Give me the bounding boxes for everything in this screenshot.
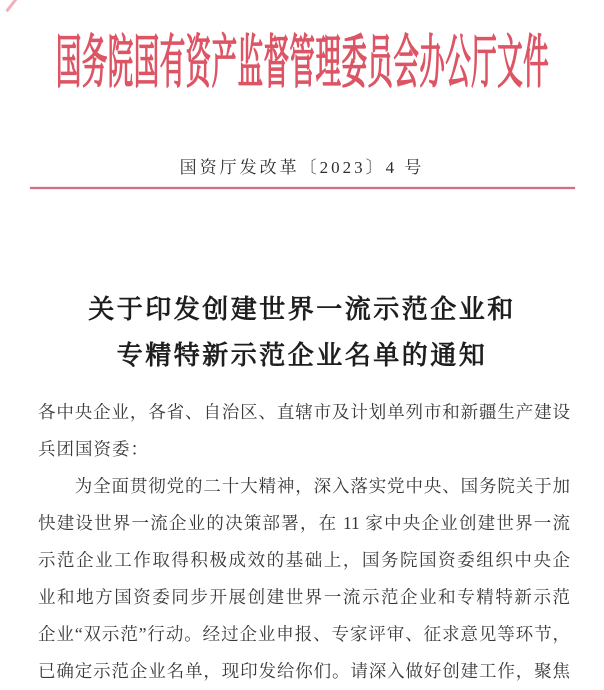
issuing-authority-title: 国务院国有资产监督管理委员会办公厅文件: [55, 30, 549, 95]
body-line: 示范企业工作取得积极成效的基础上，国务院国资委组织中央企: [38, 550, 570, 570]
body-line: 兵团国资委：: [38, 439, 149, 459]
scan-artifact-mark: [5, 0, 17, 12]
document-letterhead: [0, 27, 604, 95]
body-line: 已确定示范企业名单，现印发给你们。请深入做好创建工作，聚焦: [38, 661, 570, 681]
document-reference-number: 国资厅发改革〔2023〕4 号: [179, 158, 425, 177]
letterhead-divider-rule: [30, 187, 575, 189]
body-line: 快建设世界一流企业的决策部署，在 11 家中央企业创建世界一流: [38, 513, 570, 533]
document-title-line-1: 关于印发创建世界一流示范企业和: [88, 295, 516, 324]
body-line: 各中央企业，各省、自治区、直辖市及计划单列市和新疆生产建设: [38, 402, 570, 422]
document-title: [0, 287, 604, 379]
document-title-line-2: 专精特新示范企业名单的通知: [116, 341, 488, 370]
body-line: 为全面贯彻党的二十大精神，深入落实党中央、国务院关于加: [38, 476, 570, 496]
body-line: 企业“双示范”行动。经过企业申报、专家评审、征求意见等环节，: [38, 624, 570, 644]
body-line: 业和地方国资委同步开展创建世界一流示范企业和专精特新示范: [38, 587, 570, 607]
document-body: [38, 394, 570, 690]
